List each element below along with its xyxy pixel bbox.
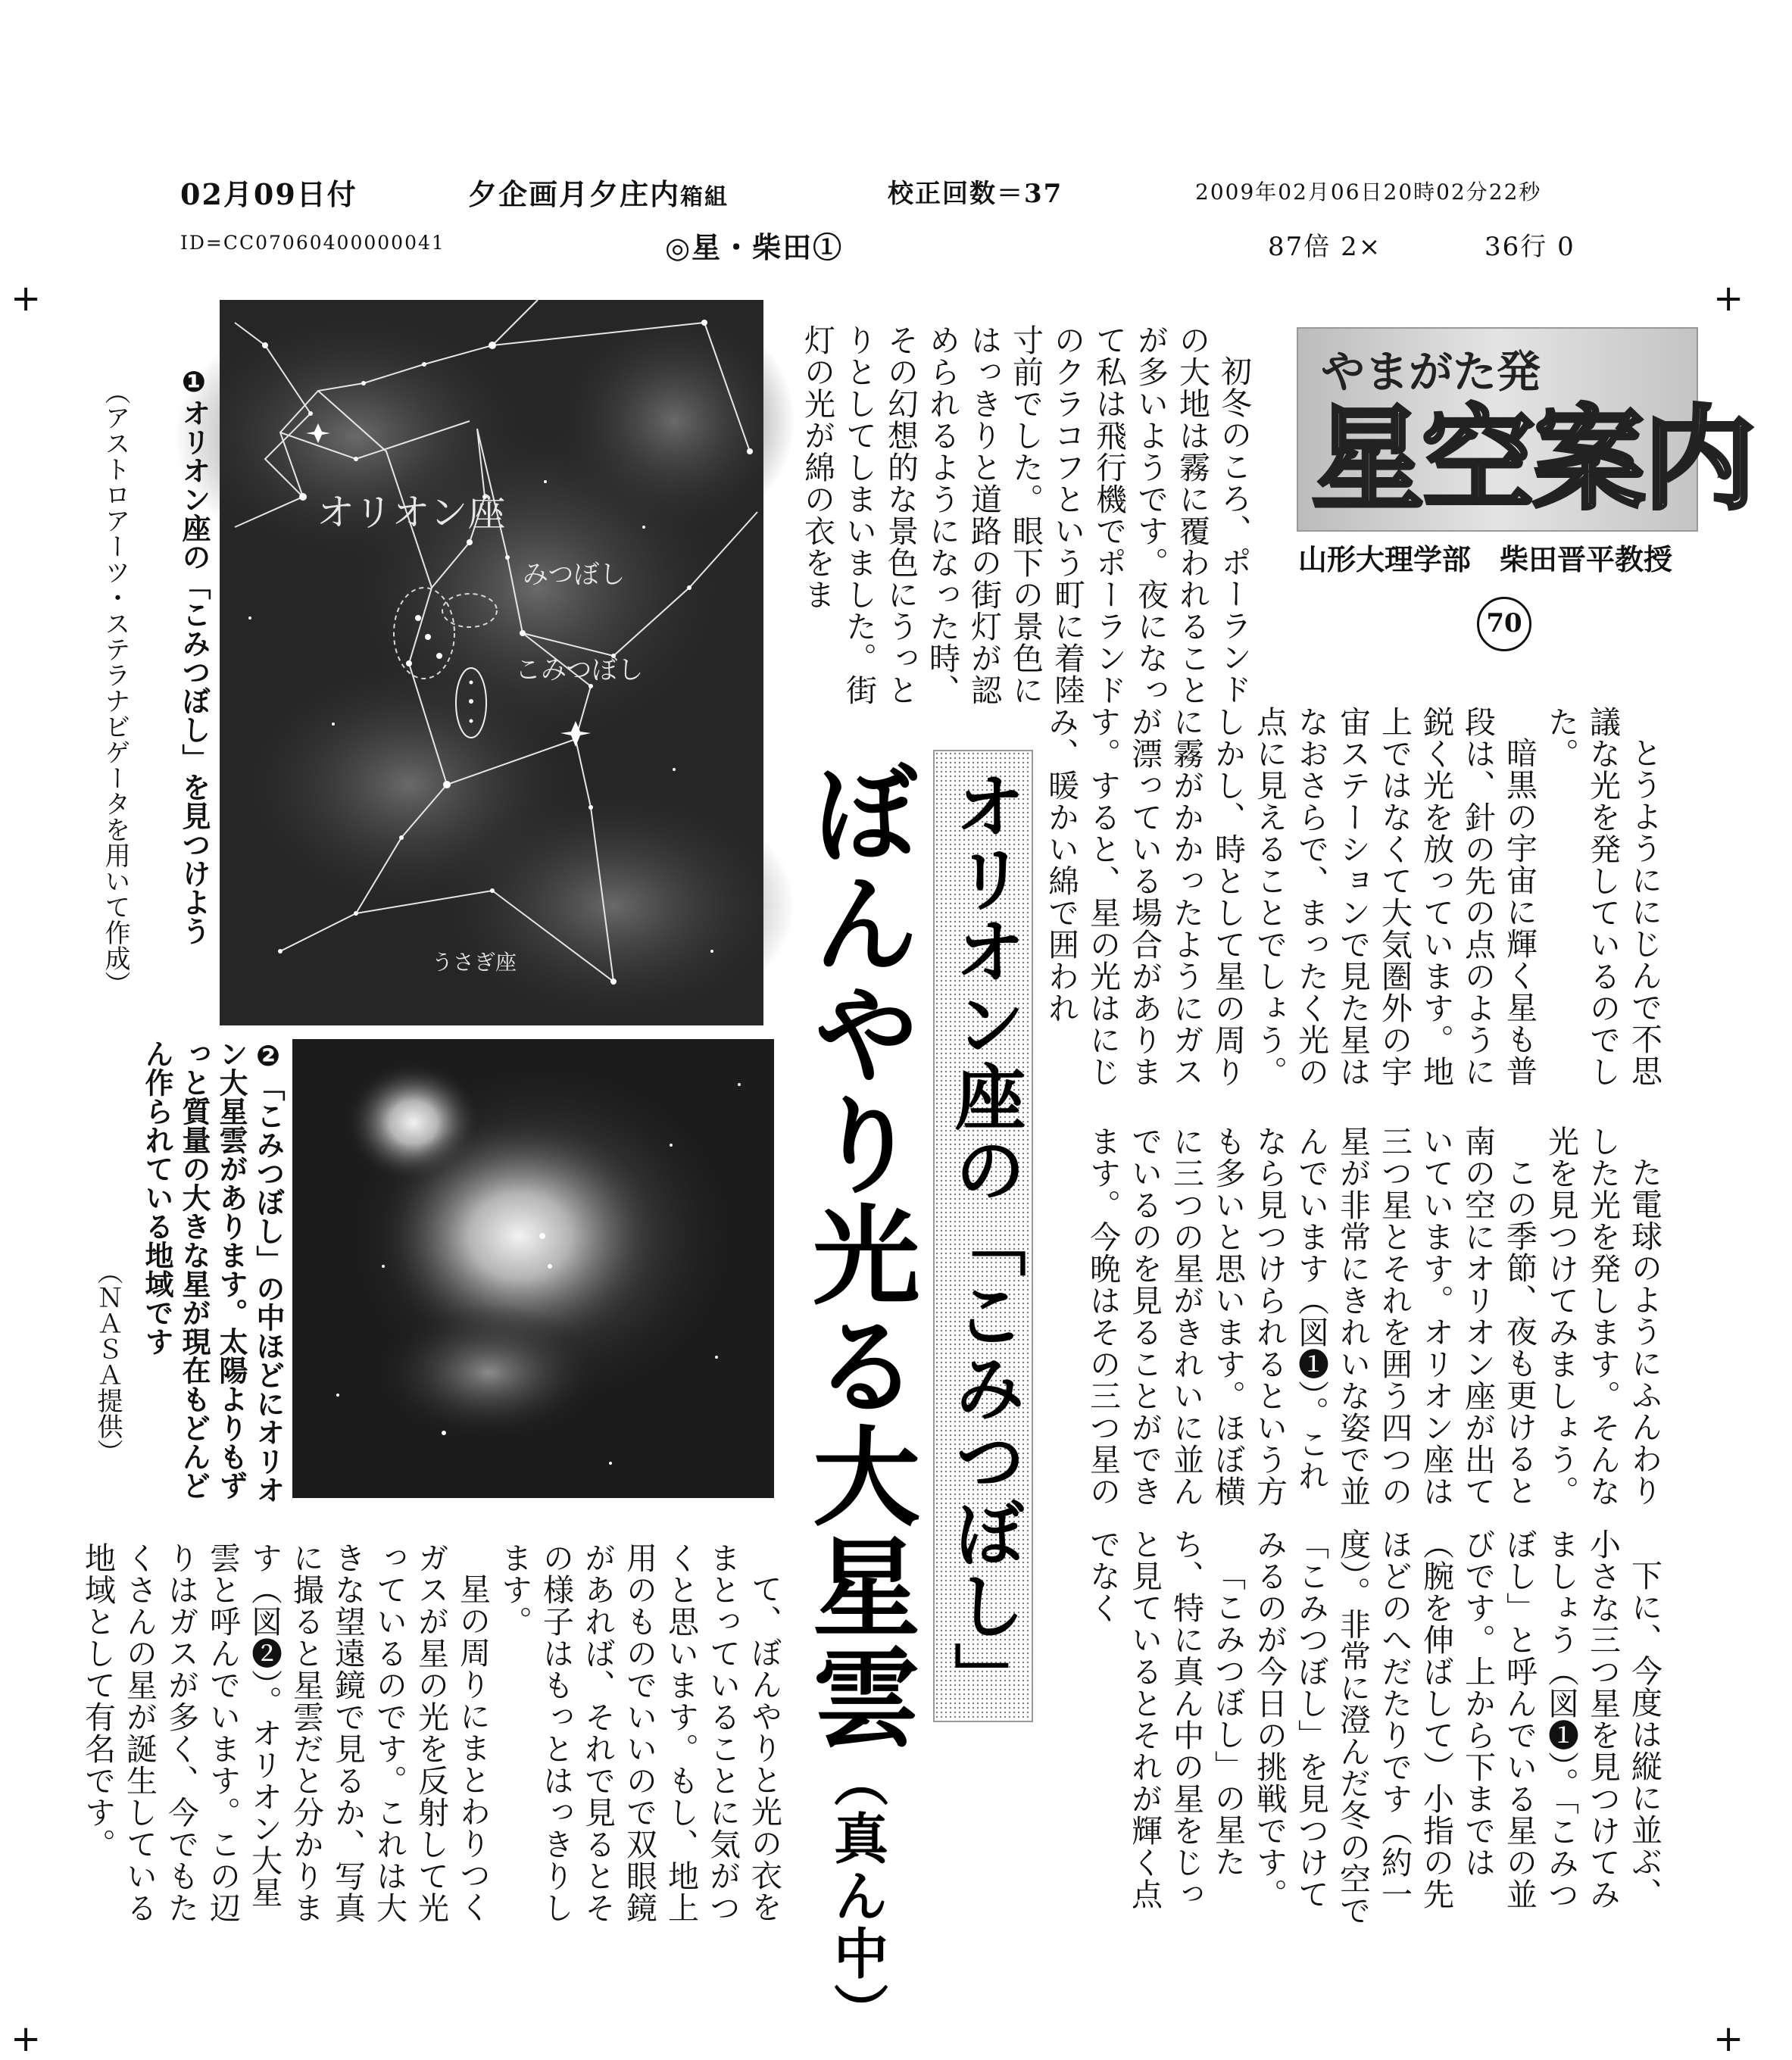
figure2-credit	[73, 1259, 126, 1516]
header-edition	[468, 171, 729, 213]
body-paragraph: 星の周りにまとわりつくガスが星の光を反射して光っているのです。これは大きな望遠鏡で見るか、写真に撮ると星雲だと分かります（図❷）。オリオン大星雲と呼んでいます。この辺りはガスが多く、今でもたくさんの星が誕生している地域として有名です。	[80, 1542, 491, 1924]
body-right-block	[1043, 706, 1665, 1106]
milky-way-cloud	[432, 785, 795, 1027]
registration-mark: +	[11, 2018, 42, 2060]
nebula-svg	[292, 1039, 774, 1498]
figure2-caption-text: ❷「こみつぼし」の中ほどにオリオン大星雲があります。太陽よりもずっと質量の大きな星が現在もどんどん作られている地域です	[140, 1039, 285, 1504]
header-scale: 87倍 2×	[1268, 232, 1382, 262]
subheadline: オリオン座の「こみつぼし」	[942, 769, 1025, 1715]
body-paragraph: て、ぼんやりと光の衣をまとっていることに気がつくと思います。もし、地上用のものでいいので双眼鏡があれば、それで見るとその様子はもっとはっきりします。	[496, 1542, 782, 1924]
header-lines: 36行 0	[1484, 232, 1575, 262]
registration-mark: +	[1713, 2018, 1744, 2060]
label-komitsuboshi: こみつぼし	[515, 655, 644, 685]
label-orion: オリオン座	[317, 491, 506, 535]
body-paragraph: た電球のようにふんわりした光を発します。そんな光を見つけてみましょう。	[1543, 1125, 1662, 1507]
header-proof-count: 校正回数＝37	[888, 179, 1063, 209]
header-timestamp: 2009年02月06日20時02分22秒	[1195, 179, 1542, 204]
label-lepus: うさぎ座	[432, 950, 517, 975]
header-slug: ◎星・柴田①	[665, 230, 844, 264]
figure1-caption-text: ❶オリオン座の「こみつぼし」を見つけよう	[177, 365, 211, 945]
headline-text: ぼんやり光る大星雲	[795, 757, 919, 1753]
headline	[795, 757, 919, 2040]
headline-suffix: （真ん中）	[825, 1753, 888, 2040]
star-chart-svg	[220, 300, 763, 1025]
body-lower-right-block	[1074, 1528, 1665, 1937]
body-paragraph: この季節、夜も更けると南の空にオリオン座が出ていています。オリオン座は三つ星とそれを囲う四つの星が非常にきれいな姿で並んでいます（図❶）。これなら見つけられるという方も多いと思います。ほぼ横に三つの星がきれいに並んでいるのを見ることができます。今晩はその三つ星の	[1085, 1125, 1538, 1507]
body-middle-block	[1074, 1125, 1665, 1519]
label-mitsuboshi: みつぼし	[523, 560, 626, 590]
registration-mark: +	[1713, 277, 1744, 320]
body-paragraph: 「こみつぼし」の星たち、特に真ん中の星をじっと見ているとそれが輝く点でなく	[1085, 1528, 1246, 1910]
header-edition-suffix: 箱組	[680, 184, 729, 211]
body-top-block	[789, 324, 1254, 718]
figure2-orion-nebula-photo	[292, 1039, 774, 1498]
series-title: 星空案内	[1312, 395, 1754, 525]
figure2-caption	[135, 1039, 286, 1509]
figure1-star-chart	[220, 300, 763, 1025]
header-id: ID=CC07060400000041	[180, 232, 445, 254]
figure2-credit-text: （ＮＡＳＡ提供）	[92, 1259, 123, 1465]
author-byline: 山形大理学部 柴田晋平教授	[1298, 543, 1673, 576]
body-paragraph: とうようににじんで不思議な光を発しているのでした。	[1543, 706, 1662, 1088]
figure1-credit-text: （アストロアーツ・ステラナビゲータを用いて作成）	[100, 379, 130, 997]
series-kicker: やまがた発	[1321, 346, 1541, 398]
body-paragraph: 下に、今度は縦に並ぶ、小さな三つ星を見つけてみましょう（図❶）。「こみつぼし」と呼んでいる星の並びです。上から下までは（腕を伸ばして）小指の先ほどのへだたりです（約一度）。非常に澄んだ冬の空で「こみつぼし」を見つけてみるのが今日の挑戦です。	[1251, 1528, 1662, 1927]
episode-number: 70	[1477, 597, 1531, 651]
figure1-caption	[136, 365, 212, 1001]
milky-way-cloud	[553, 307, 795, 535]
header-date: 02月09日付	[180, 177, 357, 211]
body-paragraph: 初冬のころ、ポーランドの大地は霧に覆われることが多いようです。夜になって私は飛行機でポーランドのクラコフという町に着陸寸前でした。眼下の景色にはっきりと道路の街灯が認められるようになった時、その幻想的な景色にうっとりとしてしまいました。街灯の光が綿の衣をま	[799, 324, 1252, 706]
registration-mark: +	[11, 277, 42, 320]
subheadline-box	[933, 750, 1033, 1722]
figure1-credit	[76, 379, 133, 1015]
nebula-wisp	[376, 1304, 603, 1440]
header-edition-name: 夕企画月夕庄内	[468, 177, 681, 211]
body-paragraph: 暗黒の宇宙に輝く星も普段は、針の先の点のように鋭く光を放っています。地上ではなくて大気圏外の宇宙ステーションで見た星はなおさらで、まったく光の点に見えることでしょう。しかし、時として星の周りに霧がかかったようにガスが漂っている場合があります。すると、星の光はにじみ、暖かい綿で囲われ	[1043, 706, 1538, 1088]
body-bottom-left-block	[73, 1542, 785, 1937]
series-logo	[1297, 327, 1754, 532]
